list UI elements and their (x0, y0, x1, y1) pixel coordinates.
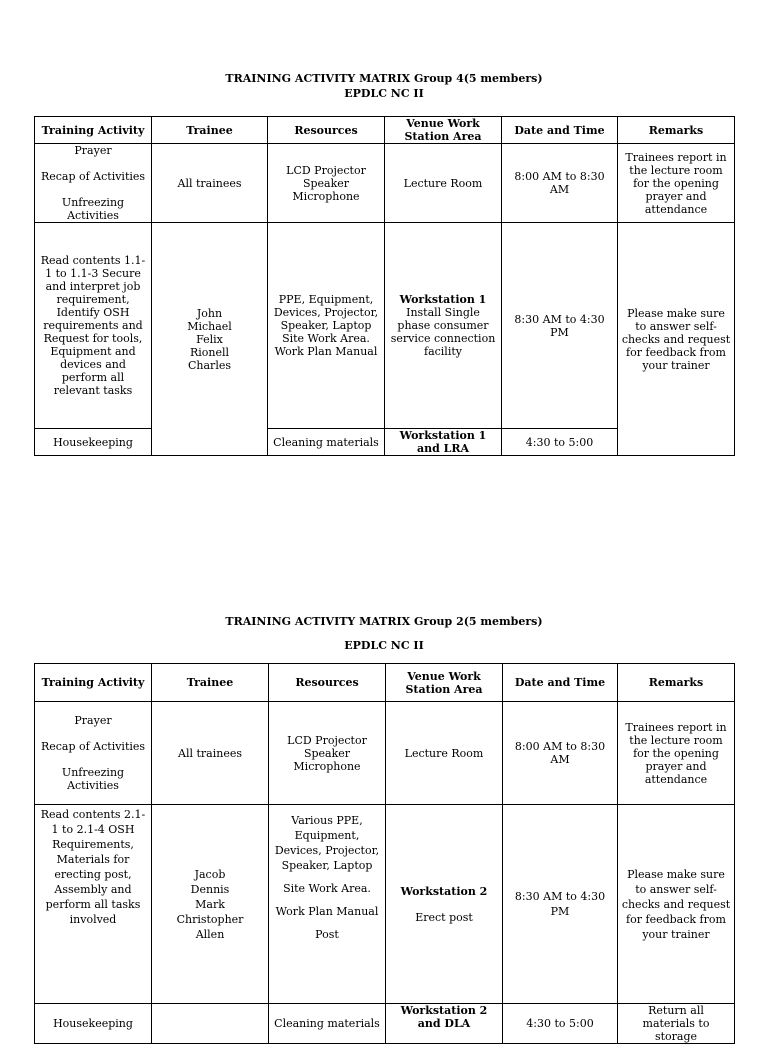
resource-line: Microphone (292, 189, 360, 203)
cell-activity: Read contents 1.1-1 to 1.1-3 Secure and interpret job requirement, Identify OSH requirements and Request for tools, Equipment and devices and perform all relevant tasks (35, 223, 152, 429)
trainee-name: John (196, 306, 223, 320)
resource-line: Speaker (303, 746, 351, 760)
table-row (35, 144, 735, 223)
group4-matrix-table (34, 116, 735, 456)
cell-date-time: 8:30 AM to 4:30 PM (503, 805, 618, 1004)
header-remarks: Remarks (618, 117, 735, 144)
trainee-name: Felix (196, 332, 223, 346)
activity-line: Recap of Activities (40, 740, 146, 753)
resource-line: Microphone (293, 759, 361, 773)
venue-workstation: Workstation 1 (399, 293, 487, 306)
cell-remarks: Trainees report in the lecture room for the opening prayer and attendance (618, 702, 735, 805)
trainee-name: Rionell (189, 345, 230, 359)
cell-trainee: All trainees (152, 702, 269, 805)
cell-remarks: Please make sure to answer self-checks and request for feedback from your trainer (618, 223, 735, 456)
cell-venue: Workstation 1 and LRA (385, 429, 502, 456)
cell-resources: PPE, Equipment, Devices, Projector, Speaker, Laptop Site Work Area. Work Plan Manual (268, 223, 385, 429)
group4-title: TRAINING ACTIVITY MATRIX Group 4(5 members) (225, 72, 543, 85)
resource-line: LCD Projector (286, 163, 366, 177)
header-trainee: Trainee (152, 117, 268, 144)
table-header-row (35, 664, 735, 702)
cell-resources (269, 702, 386, 805)
resource-line: Various PPE, Equipment, Devices, Projector, Speaker, Laptop (274, 814, 380, 872)
resource-line: LCD Projector (287, 733, 367, 747)
cell-activity: Read contents 2.1-1 to 2.1-4 OSH Requirements, Materials for erecting post, Assembly and perform all tasks involved (35, 805, 152, 1004)
activity-line: Prayer (74, 714, 112, 727)
venue-task: Install Single phase consumer service connection facility (390, 306, 496, 358)
activity-line: Prayer (74, 144, 112, 157)
cell-activity: Housekeeping (35, 429, 152, 456)
header-resources: Resources (269, 664, 386, 702)
cell-resources: Cleaning materials (268, 429, 385, 456)
header-remarks: Remarks (618, 664, 735, 702)
resource-line: Site Work Area. (283, 882, 371, 895)
cell-trainee-list (152, 223, 268, 456)
cell-date-time: 4:30 to 5:00 (502, 429, 618, 456)
group4-subtitle: EPDLC NC II (344, 87, 424, 100)
group2-matrix-table (34, 663, 735, 1044)
cell-activity (35, 144, 152, 223)
trainee-name: Allen (195, 927, 225, 941)
trainee-name: Dennis (190, 882, 230, 896)
cell-resources: Cleaning materials (269, 1004, 386, 1044)
header-resources: Resources (268, 117, 385, 144)
cell-date-time: 8:00 AM to 8:30 AM (503, 702, 618, 805)
resource-line: Post (315, 928, 339, 941)
cell-venue: Workstation 2 and DLA (386, 1004, 503, 1044)
trainee-name: Michael (187, 319, 232, 333)
resource-line: Work Plan Manual (275, 905, 379, 918)
cell-venue (386, 805, 503, 1004)
cell-remarks: Trainees report in the lecture room for the opening prayer and attendance (618, 144, 735, 223)
table-header-row (35, 117, 735, 144)
header-venue: Venue Work Station Area (386, 664, 503, 702)
cell-remarks: Please make sure to answer self-checks and request for feedback from your trainer (618, 805, 735, 1004)
header-training-activity: Training Activity (35, 664, 152, 702)
table-row (35, 805, 735, 1004)
header-date-time: Date and Time (503, 664, 618, 702)
cell-venue (385, 223, 502, 429)
venue-workstation: Workstation 2 (400, 884, 488, 898)
trainee-name: Mark (195, 897, 225, 911)
venue-task: Erect post (415, 910, 473, 924)
trainee-name: Christopher (176, 912, 244, 926)
cell-activity (35, 702, 152, 805)
table-row (35, 223, 735, 429)
cell-venue: Lecture Room (386, 702, 503, 805)
cell-activity: Housekeeping (35, 1004, 152, 1044)
cell-resources (268, 144, 385, 223)
header-venue: Venue Work Station Area (385, 117, 502, 144)
cell-date-time: 4:30 to 5:00 (503, 1004, 618, 1044)
cell-remarks: Return all materials to storage (618, 1004, 735, 1044)
cell-venue: Lecture Room (385, 144, 502, 223)
group2-subtitle: EPDLC NC II (344, 639, 424, 652)
activity-line: Unfreezing Activities (61, 196, 125, 222)
trainee-name: Jacob (194, 867, 226, 881)
resource-line: Speaker (302, 176, 350, 190)
trainee-name: Charles (188, 358, 231, 372)
cell-date-time: 8:00 AM to 8:30 AM (502, 144, 618, 223)
activity-line: Recap of Activities (40, 170, 146, 183)
cell-trainee-list (152, 805, 269, 1004)
cell-trainee: All trainees (152, 144, 268, 223)
header-trainee: Trainee (152, 664, 269, 702)
table-row (35, 702, 735, 805)
header-training-activity: Training Activity (35, 117, 152, 144)
activity-line: Unfreezing Activities (61, 766, 125, 792)
group2-title: TRAINING ACTIVITY MATRIX Group 2(5 members) (225, 615, 543, 628)
cell-date-time: 8:30 AM to 4:30 PM (502, 223, 618, 429)
header-date-time: Date and Time (502, 117, 618, 144)
cell-resources (269, 805, 386, 1004)
